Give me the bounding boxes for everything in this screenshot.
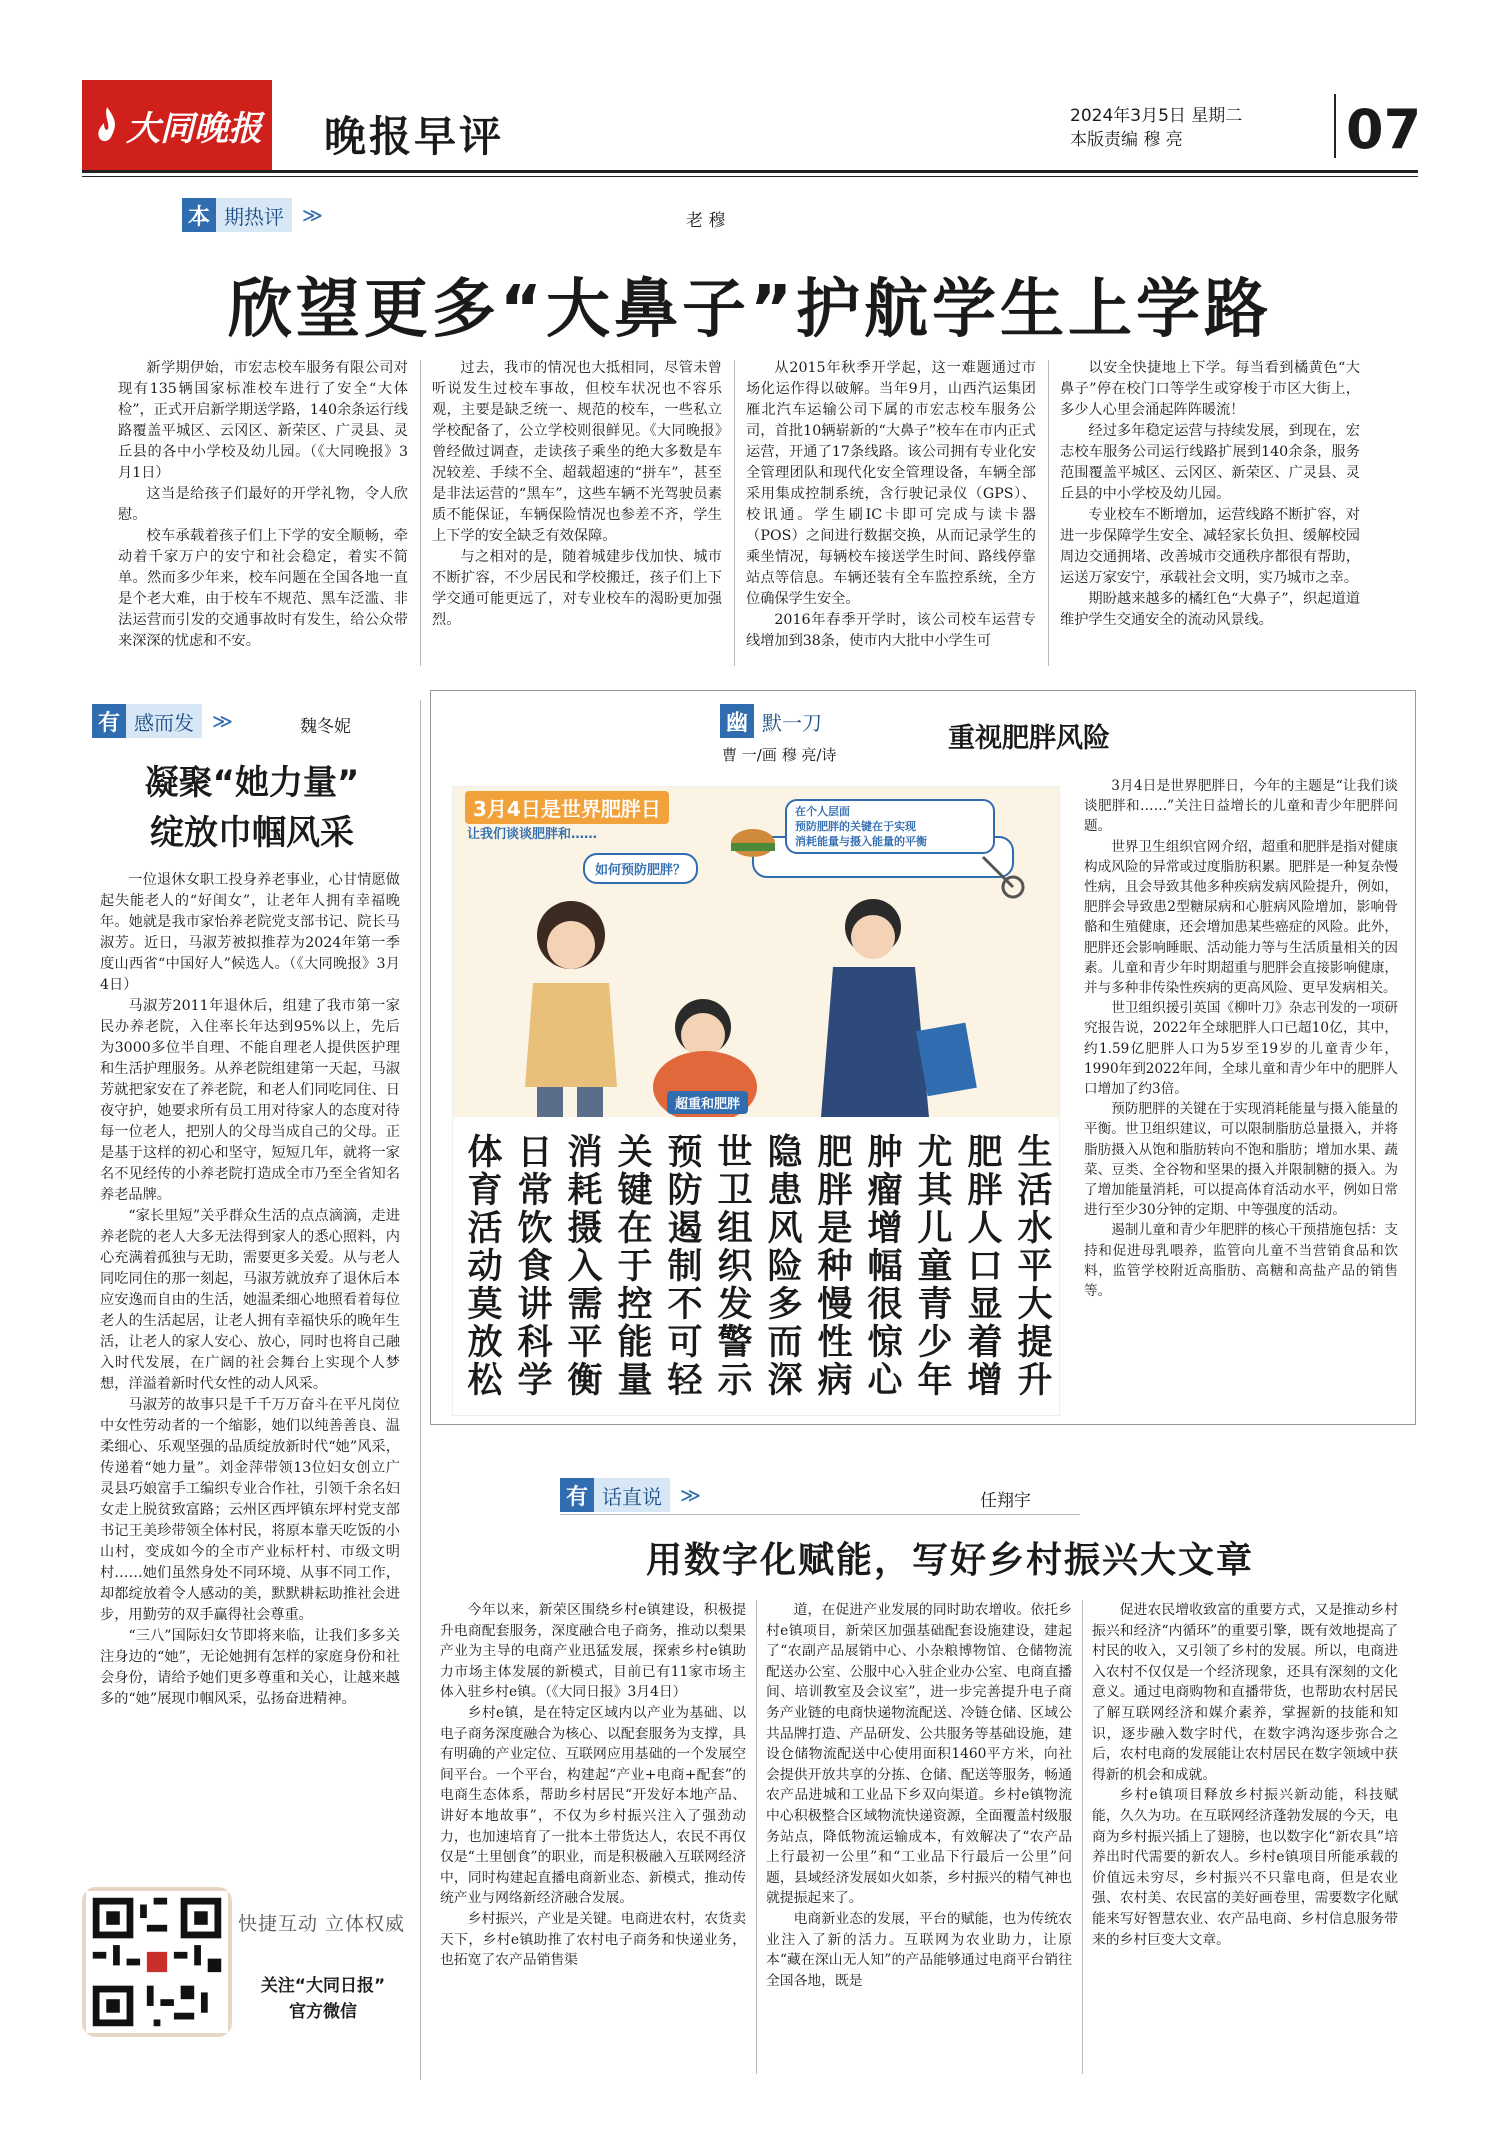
masthead-rule bbox=[82, 170, 1418, 173]
wechat-promo bbox=[82, 1887, 422, 2067]
side-tag-arrows: ≫ bbox=[212, 709, 231, 733]
poem-line: 隐患风险多而深 bbox=[762, 1133, 802, 1399]
side-column-tag bbox=[92, 704, 231, 738]
poem-line: 日常饮食讲科学 bbox=[512, 1133, 552, 1399]
poem-line: 肥胖人口显着增 bbox=[962, 1133, 1002, 1399]
lead-paragraph: 经过多年稳定运营与持续发展，到现在，宏志校车服务公司运行线路扩展到140余条，服务范围覆盖平城区、云冈区、新荣区、广灵县、灵丘县的中小学校及幼儿园。 bbox=[1060, 423, 1360, 502]
poem-line: 体育活动莫放松 bbox=[462, 1133, 502, 1399]
cartoon-tag-label: 默一刀 bbox=[754, 704, 830, 738]
farm-paragraph: 乡村振兴，产业是关键。电商进农村，农货卖天下，乡村e镇助推了农村电子商务和快递业务，也拓宽了农产品销售渠 bbox=[440, 1910, 746, 1969]
page-number: 07 bbox=[1346, 98, 1422, 161]
lead-tag-char: 本 bbox=[182, 198, 216, 232]
editor-line: 本版责编 穆 亮 bbox=[1070, 130, 1183, 150]
cartoon-article bbox=[1084, 776, 1398, 1416]
lead-paragraph: 以安全快捷地上下学。每当看到橘黄色“大鼻子”停在校门口等学生或穿梭于市区大街上，多少人心里会涌起阵阵暖流！ bbox=[1060, 360, 1360, 418]
lead-author: 老 穆 bbox=[686, 211, 726, 231]
column-divider bbox=[1048, 360, 1049, 666]
cartoon-banner: 3月4日是世界肥胖日 bbox=[465, 791, 669, 824]
promo-follow-line: 官方微信 bbox=[289, 2002, 357, 2022]
qr-code-icon bbox=[86, 1891, 228, 2033]
cartoon-paragraph: 世界卫生组织官网介绍，超重和肥胖是指对健康构成风险的异常或过度脂肪积累。肥胖是一种复杂慢性病，且会导致其他多种疾病发病风险提升，例如，肥胖会导致患2型糖尿病和心脏病风险增加，影响骨骼和生殖健康，还会增加患某些癌症的风险。此外，肥胖还会影响睡眠、活动能力等与生活质量相关的因素。儿童和青少年时期超重与肥胖会直接影响健康，并与多种非传染性疾病的更高风险、更早发病相关。 bbox=[1084, 838, 1398, 997]
side-paragraph: 马淑芳的故事只是千千万万奋斗在平凡岗位中女性劳动者的一个缩影，她们以纯善善良、温柔细心、乐观坚强的品质绽放新时代“她”风采，传递着“她力量”。刘金萍带领13位妇女创立广灵县巧娘富手工编织专业合作社，引领千余名妇女走上脱贫致富路；云州区西坪镇东坪村党支部书记王美珍带领全体村民，将原本靠天吃饭的小山村，变成如今的全市产业标杆村、市级文明村……她们虽然身处不同环境、从事不同工作，却都绽放着令人感动的美，默默耕耘助推社会进步，用勤劳的双手赢得社会尊重。 bbox=[100, 1397, 400, 1623]
side-headline-line: 凝聚“她力量” bbox=[144, 763, 360, 803]
lead-headline: 欣望更多“大鼻子”护航学生上学路 bbox=[227, 273, 1273, 347]
side-paragraph: 一位退休女职工投身养老事业，心甘情愿做起失能老人的“好闺女”，让老年人拥有幸福晚年。她就是我市家怡养老院党支部书记、院长马淑芳。近日，马淑芳被拟推荐为2024年第一季度山西省“中国好人”候选人。（《大同晚报》3月4日） bbox=[100, 872, 400, 993]
column-divider bbox=[1082, 1600, 1083, 2074]
flame-icon bbox=[94, 105, 120, 145]
column-divider bbox=[420, 360, 421, 666]
side-headline-line: 绽放巾帼风采 bbox=[150, 813, 354, 853]
cartoon-paragraph: 3月4日是世界肥胖日，今年的主题是“让我们谈谈肥胖和……”关注日益增长的儿童和青少年肥胖问题。 bbox=[1084, 778, 1398, 835]
speech-bubble-question: 如何预防肥胖？ bbox=[583, 853, 698, 884]
side-paragraph: “家长里短”关乎群众生活的点点滴滴，走进养老院的老人大多无法得到家人的悉心照料，内心充满着孤独与无助，需要更多关爱。从与老人同吃同住的那一刻起，马淑芳就放弃了退休后本应安逸而自由的生活，她温柔细心地照看着每位老人的生活起居，让老人拥有幸福快乐的晚年生活，让老人的家人安心、放心，同时也将自己融入时代发展，在广阔的社会舞台上实现个人梦想，洋溢着新时代女性的动人风采。 bbox=[100, 1208, 400, 1392]
poem-line: 尤其儿童青少年 bbox=[912, 1133, 952, 1399]
column-divider bbox=[734, 360, 735, 666]
farm-headline: 用数字化赋能，写好乡村振兴大文章 bbox=[645, 1540, 1254, 1581]
lead-column-2 bbox=[432, 358, 722, 676]
lead-paragraph: 校车承载着孩子们上下学的安全顺畅，牵动着千家万户的安宁和社会稳定，着实不简单。然而多少年来，校车问题在全国各地一直是个老大难，由于校车不规范、黑车泛滥、非法运营而引发的交通事故时有发生，给公众带来深深的忧虑和不安。 bbox=[118, 528, 408, 649]
farm-paragraph: 乡村e镇项目释放乡村振兴新动能，科技赋能，久久为功。在互联网经济蓬勃发展的今天，电商为乡村振兴插上了翅膀，也以数字化“新农具”培养出时代需要的新农人。乡村e镇项目所能承载的价值远未穷尽，乡村振兴不只靠电商，但是农业强、农村美、农民富的美好画卷里，需要数字化赋能来写好智慧农业、农产品电商、乡村信息服务带来的乡村巨变大文章。 bbox=[1092, 1787, 1398, 1948]
farm-column-1 bbox=[440, 1600, 746, 2080]
poem-line: 肥胖是种慢性病 bbox=[812, 1133, 852, 1399]
side-body bbox=[100, 870, 400, 1876]
bubble-line: 在个人层面 bbox=[795, 805, 850, 818]
poem-line: 肿瘤增幅很惊心 bbox=[862, 1133, 902, 1399]
side-tag-label: 感而发 bbox=[126, 704, 202, 738]
lead-tag-label: 期热评 bbox=[216, 198, 292, 232]
side-paragraph: “三八”国际妇女节即将来临，让我们多多关注身边的“她”，无论她拥有怎样的家庭身份和社会身份，请给予她们更多尊重和关心，让越来越多的“她”展现巾帼风采，弘扬奋进精神。 bbox=[100, 1628, 400, 1707]
cartoon-credit: 曹 一/画 穆 亮/诗 bbox=[722, 746, 837, 764]
cartoon-tag-char: 幽 bbox=[720, 704, 754, 738]
lead-paragraph: 这当是给孩子们最好的开学礼物，令人欣慰。 bbox=[118, 486, 408, 523]
lead-paragraph: 新学期伊始，市宏志校车服务有限公司对现有135辆国家标准校车进行了安全“大体检”，正式开启新学期送学路，140余条运行线路覆盖平城区、云冈区、新荣区、广灵县、灵丘县的各中小学校及幼儿园。（《大同晚报》3月1日） bbox=[118, 360, 408, 481]
date-line: 2024年3月5日 星期二 bbox=[1070, 106, 1243, 126]
lead-paragraph: 期盼越来越多的橘红色“大鼻子”，织起道道维护学生交通安全的流动风景线。 bbox=[1060, 591, 1360, 628]
farm-column-2 bbox=[766, 1600, 1072, 2080]
farm-paragraph: 乡村e镇，是在特定区域内以产业为基础、以电子商务深度融合为核心、以配套服务为支撑，具有明确的产业定位、互联网应用基础的一个发展空间平台。一个平台，构建起“产业+电商+配套”的电商生态体系，帮助乡村居民“开发好本地产品、讲好本地故事”，不仅为乡村振兴注入了强劲动力，也加速培育了一批本土带货达人，农民不再仅仅是“土里刨食”的职业，而是积极融入互联网经济中，同时构建起直播电商新业态、新模式，推动传统产业与网络新经济融合发展。 bbox=[440, 1704, 746, 1907]
farm-tag-char: 有 bbox=[560, 1478, 594, 1512]
lead-column-3 bbox=[746, 358, 1036, 676]
farm-paragraph: 电商新业态的发展，平台的赋能，也为传统农业注入了新的活力。互联网为农业助力，让原本“藏在深山无人知”的产品能够通过电商平台销往全国各地，既是 bbox=[766, 1910, 1072, 1989]
farm-tag-label: 话直说 bbox=[594, 1478, 670, 1512]
side-paragraph: 马淑芳2011年退休后，组建了我市第一家民办养老院，入住率长年达到95%以上，先后为3000多位半自理、不能自理老人提供医护理和生活护理服务。从养老院组建第一天起，马淑芳就把家安在了养老院，和老人们同吃同住、日夜守护，她要求所有员工用对待家人的态度对待每一位老人，把别人的父母当成自己的父母。正是基于这样的初心和坚守，短短几年，就将一家名不见经传的小养老院打造成全市乃至全省知名养老品牌。 bbox=[100, 998, 400, 1203]
cartoon-paragraph: 遏制儿童和青少年肥胖的核心干预措施包括：支持和促进母乳喂养，监管向儿童不当营销食品和饮料，监管学校附近高脂肪、高糖和高盐产品的销售等。 bbox=[1084, 1222, 1398, 1300]
farm-column-3 bbox=[1092, 1600, 1398, 2080]
poem-line: 预防遏制不可轻 bbox=[662, 1133, 702, 1399]
farm-header-rule bbox=[560, 1514, 1080, 1515]
logo-text: 大同晚报 bbox=[126, 108, 262, 149]
farm-paragraph: 促进农民增收致富的重要方式，又是推动乡村振兴和经济“内循环”的重要引擎，既有效地提高了村民的收入，又引领了乡村的发展。所以，电商进入农村不仅仅是一个经济现象，还具有深刻的文化意义。通过电商购物和直播带货，也帮助农村居民了解互联网经济和媒介素养，掌握新的技能和知识，逐步融入数字时代，在数字鸿沟逐步弥合之后，农村电商的发展能让农村居民在数字领域中获得新的机会和成就。 bbox=[1092, 1602, 1398, 1783]
lead-paragraph: 与之相对的是，随着城建步伐加快、城市不断扩容，不少居民和学校搬迁，孩子们上下学交通可能更远了，对专业校车的渴盼更加强烈。 bbox=[432, 549, 722, 628]
lead-paragraph: 从2015年秋季开学起，这一难题通过市场化运作得以破解。当年9月，山西汽运集团雁北汽车运输公司下属的市宏志校车服务公司，首批10辆崭新的“大鼻子”校车在市内正式运营，开通了17条线路。该公司拥有专业化安全管理团队和现代化安全管理设备，车辆全部采用集成控制系统，含行驶记录仪（GPS）、校讯通。学生刷IC卡即可完成与读卡器（POS）之间进行数据交换，从而记录学生的乘坐情况，每辆校车接送学生时间、路线停靠站点等信息。车辆还装有全车监控系统，全方位确保学生安全。 bbox=[746, 360, 1036, 607]
farm-column-tag bbox=[560, 1478, 699, 1512]
column-divider bbox=[756, 1600, 757, 2074]
poem-line: 世卫组织发警示 bbox=[712, 1133, 752, 1399]
qr-code[interactable] bbox=[82, 1887, 232, 2037]
poem-line: 关键在于控能量 bbox=[612, 1133, 652, 1399]
promo-slogan: 快捷互动 立体权威 bbox=[238, 1913, 406, 1935]
lead-paragraph: 2016年春季开学时，该公司校车运营专线增加到38条，使市内大批中小学生可 bbox=[746, 612, 1036, 649]
cartoon-illustration bbox=[452, 786, 1060, 1416]
lead-column-tag bbox=[182, 198, 321, 232]
promo-follow-line: 关注“大同日报” bbox=[260, 1976, 386, 1996]
farm-author: 任翔宇 bbox=[980, 1491, 1031, 1511]
farm-paragraph: 今年以来，新荣区围绕乡村e镇建设，积极提升电商配套服务，深度融合电子商务，推动以梨果产业为主导的电商产业迅猛发展，探索乡村e镇助力市场主体发展的新模式，目前已有11家市场主体入驻乡村e镇。（《大同日报》3月4日） bbox=[440, 1602, 746, 1701]
poem-line: 消耗摄入需平衡 bbox=[562, 1133, 602, 1399]
side-headline bbox=[82, 758, 422, 858]
lead-paragraph: 专业校车不断增加，运营线路不断扩容，对进一步保障学生安全、减轻家长负担、缓解校园周边交通拥堵、改善城市交通秩序都很有帮助，运送万家安宁，承载社会文明，实乃城市之幸。 bbox=[1060, 507, 1360, 586]
masthead-divider bbox=[1334, 94, 1336, 158]
farm-tag-arrows: ≫ bbox=[680, 1483, 699, 1507]
section-title: 晚报早评 bbox=[324, 112, 505, 161]
poem-line: 生活水平大提升 bbox=[1012, 1133, 1052, 1399]
scale-label: 超重和肥胖 bbox=[667, 1091, 748, 1114]
lead-column-1 bbox=[118, 358, 408, 676]
section-divider bbox=[420, 700, 421, 2080]
lead-column-4 bbox=[1060, 358, 1360, 676]
bubble-line: 预防肥胖的关键在于实现 bbox=[795, 820, 916, 833]
side-tag-char: 有 bbox=[92, 704, 126, 738]
cartoon-paragraph: 世卫组织援引英国《柳叶刀》杂志刊发的一项研究报告说，2022年全球肥胖人口已超10亿，其中，约1.59亿肥胖人口为5岁至19岁的儿童青少年，1990年到2022年间，全球儿童和青少年中的肥胖人口增加了约3倍。 bbox=[1084, 1000, 1398, 1098]
masthead-rule-thin bbox=[82, 176, 1418, 177]
lead-tag-arrows: ≫ bbox=[302, 203, 321, 227]
cartoon-column-tag bbox=[720, 704, 830, 738]
masthead-logo bbox=[82, 80, 272, 170]
cartoon-paragraph: 预防肥胖的关键在于实现消耗能量与摄入能量的平衡。世卫组织建议，可以限制脂肪总量摄入，并将脂肪摄入从饱和脂肪转向不饱和脂肪；增加水果、蔬菜、豆类、全谷物和坚果的摄入并限制糖的摄入。为了增加能量消耗，可以提高体育活动水平，例如日常进行至少30分钟的定期、中等强度的活动。 bbox=[1084, 1101, 1398, 1219]
farm-paragraph: 道，在促进产业发展的同时助农增收。依托乡村e镇项目，新荣区加强基础配套设施建设，建起了“农副产品展销中心、小杂粮博物馆、仓储物流配送办公室、公服中心入驻企业办公室、电商直播间、培训教室及会议室”，进一步完善提升电子商务产业链的电商快递物流配送、冷链仓储、区域公共品牌打造、产品研发、公共服务等基础设施，建设仓储物流配送中心使用面积1460平方米，向社会提供开放共享的分拣、仓储、配送等服务，畅通农产品进城和工业品下乡双向渠道。乡村e镇物流中心积极整合区域物流快递资源，全面覆盖村级服务站点，降低物流运输成本，有效解决了“农产品上行最初一公里”和“工业品下行最后一公里”问题，县域经济发展如火如荼，乡村振兴的精气神也就提振起来了。 bbox=[766, 1602, 1072, 1907]
cartoon-banner-sub: 让我们谈谈肥胖和…… bbox=[467, 827, 598, 842]
cartoon-headline: 重视肥胖风险 bbox=[948, 723, 1110, 754]
date-block bbox=[1070, 104, 1242, 152]
lead-paragraph: 过去，我市的情况也大抵相同，尽管未曾听说发生过校车事故，但校车状况也不容乐观，主要是缺乏统一、规范的校车，一些私立学校配备了，公立学校则很鲜见。《大同晚报》曾经做过调查，走读孩子乘坐的绝大多数是车况较差、手续不全、超载超速的“拼车”，甚至是非法运营的“黑车”，这些车辆不光驾驶员素质不能保证，车辆保险情况也参差不齐，学生上下学的安全缺乏有效保障。 bbox=[432, 360, 722, 544]
side-author: 魏冬妮 bbox=[300, 717, 351, 737]
bubble-line: 消耗能量与摄入能量的平衡 bbox=[795, 835, 927, 848]
promo-follow bbox=[238, 1973, 408, 2025]
speech-bubble-answer bbox=[785, 799, 995, 854]
